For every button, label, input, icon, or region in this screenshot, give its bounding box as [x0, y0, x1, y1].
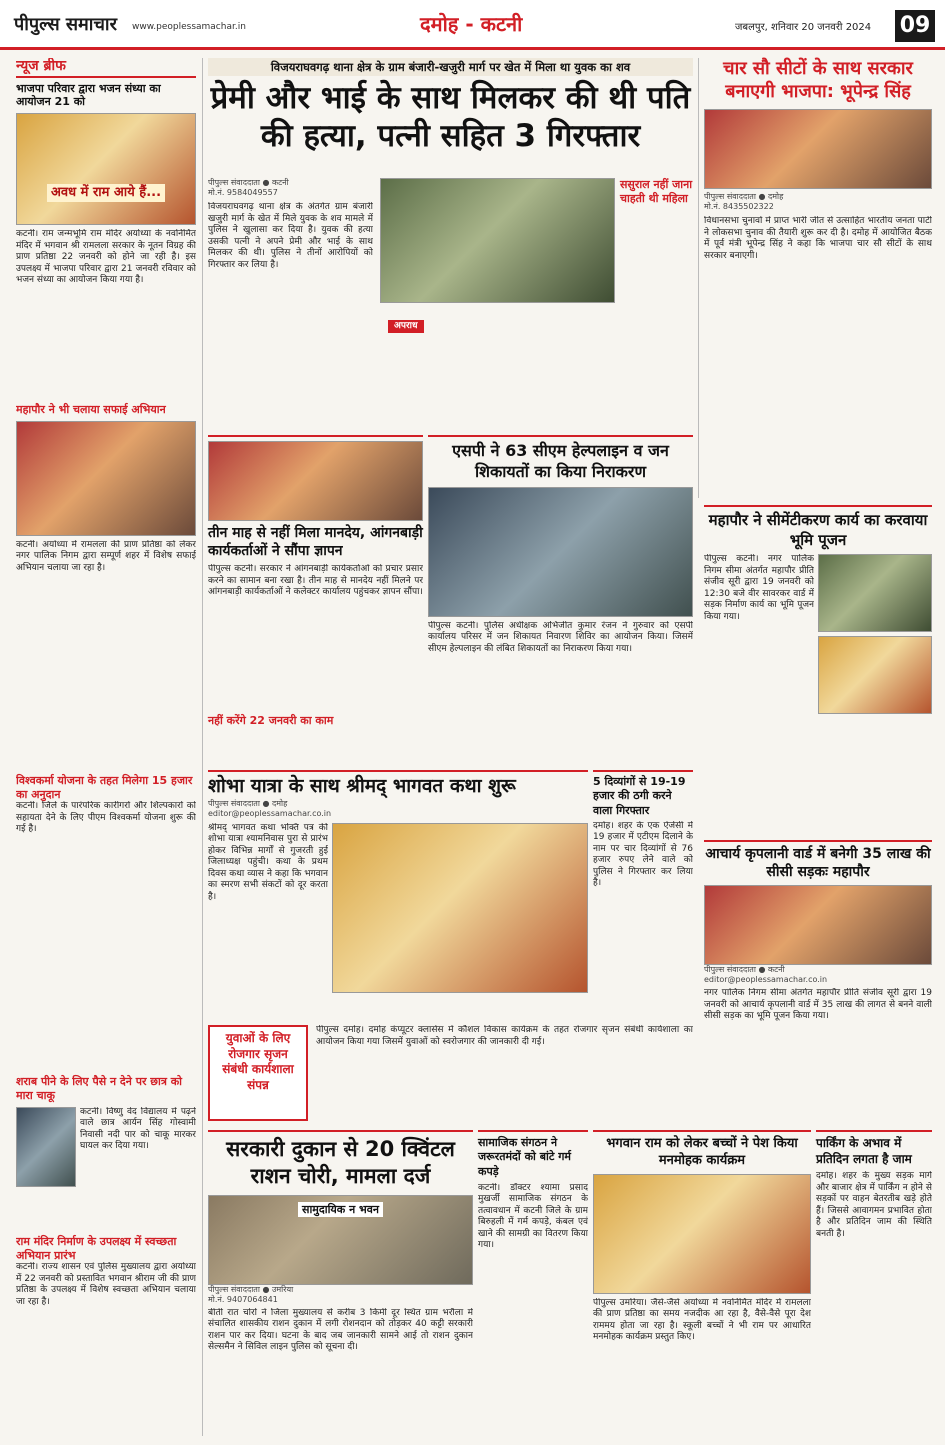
kathavachak-photo [332, 823, 588, 993]
brief-2-body: कटनी। अयोध्या में रामलला की प्राण प्रतिष्ठा को लेकर नगर पालिक निगम द्वारा सम्पूर्ण शहर में विशेष सफाई अभियान चलाया जा रहा है। [16, 539, 196, 573]
bjp-body: विधानसभा चुनावों में प्राप्त भारी जीत से उत्साहित भारतीय जनता पार्टी ने लोकसभा चुनाव की तैयारी शुरू कर दी है। दमोह में आयोजित बैठक में पूर्व मंत्री भूपेन्द्र सिंह ने कहा कि भाजपा चार सौ सीटों के साथ सरकार बनाएगी। [704, 216, 932, 261]
ration-byline: पीपुल्स संवाददाता ● उमरिया [208, 1284, 294, 1294]
lead-kicker: विजयराघवगढ़ थाना क्षेत्र के ग्राम बंजारी-खजुरी मार्ग पर खेत में मिला था युवक का शव [208, 58, 693, 76]
ram-program-body: पीपुल्स उमरिया। जैसे-जैसे अयोध्या में नवनिर्मित मंदिर में रामलला की प्राण प्रतिष्ठा का समय नजदीक आ रहा है, वैसे-वैसे पूरा देश राममय होता जा रहा है। स्कूली बच्चों ने भी राम पर आधारित मनमोहक कार्यक्रम प्रस्तुत किए। [593, 1297, 811, 1343]
ration-shop-photo [208, 1195, 473, 1285]
website-url[interactable]: www.peoplessamachar.in [132, 22, 246, 32]
bjp-mobile: मो.नं. 8435502322 [704, 202, 774, 211]
thagi-story [593, 770, 693, 1020]
lead-body: विजयराघवगढ़ थाना क्षेत्र के अंतर्गत ग्राम बंजारी खजुरी मार्ग के खेत में मिले युवक के शव मामले में पुलिस ने खुलासा कर दिया है। युवक की हत्या उसकी पत्नी ने अपने प्रेमी और भाई के साथ मिलकर की थी। पुलिस ने तीनों आरोपियों को गिरफ्तार कर लिया है। [208, 202, 373, 270]
ram-program-headline: भगवान राम को लेकर बच्चों ने पेश किया मनमोहक कार्यक्रम [606, 1136, 798, 1168]
bjp-meeting-photo [704, 109, 932, 189]
ration-headline: सरकारी दुकान से 20 क्विंटल राशन चोरी, मामला दर्ज [226, 1137, 455, 1189]
ration-story [208, 1130, 473, 1435]
anganwadi-headline: तीन माह से नहीं मिला मानदेय, आंगनबाड़ी कार्यकर्ताओं ने सौंपा ज्ञापन [208, 525, 423, 559]
shop-sign: सामुदायिक न भवन [298, 1202, 383, 1218]
news-brief-label: न्यूज ब्रीफ [16, 58, 196, 78]
parking-headline: पार्किंग के अभाव में प्रतिदिन लगता है जाम [816, 1136, 912, 1166]
lead-byline: पीपुल्स संवाददाता ● कटनी [208, 178, 289, 187]
injured-student-photo [16, 1107, 76, 1187]
crime-tag: अपराध [388, 320, 424, 333]
rozgar-body: पीपुल्स दमोह। दमोह कंप्यूटर क्लासेस में कौशल विकास कार्यक्रम के तहत रोजगार सृजन संबंधी कार्यशाला का आयोजन किया गया जिसमें युवाओं को स्वरोजगार की जानकारी दी गई। [316, 1025, 693, 1047]
brief-1-headline: भाजपा परिवार द्वारा भजन संध्या का आयोजन 21 को [16, 81, 161, 109]
bhoomi-pujan-photo [818, 554, 932, 632]
parking-story [816, 1130, 932, 1435]
ration-body: बीती रात चोरों ने जिला मुख्यालय से करीब 3 किमी दूर स्थित ग्राम भरौला में संचालित शासकीय राशन दुकान में लगी रोशनदान को तोड़कर 40 कट्टी सरकारी राशन पार कर दिया। घटना के बाद जब जानकारी सामने आई तो राशन दुकान सेल्समैन ने सिविल लाइन पुलिस को सूचना दी। [208, 1307, 473, 1353]
acharya-email[interactable]: editor@peoplessamachar.co.in [704, 975, 828, 985]
sp-hearing-photo [428, 487, 693, 617]
lead-mobile: मो.नं. 9584049557 [208, 188, 278, 197]
lead-headline: प्रेमी और भाई के साथ मिलकर की थी पति की हत्या, पत्नी सहित 3 गिरफ्तार [210, 80, 691, 155]
bjp-story [704, 58, 932, 498]
thagi-headline: 5 दिव्यांगों से 19-19 हजार की ठगी करने वाला गिरफ्तार [593, 775, 686, 817]
newspaper-logo: पीपुल्स समाचार [14, 14, 117, 35]
poster-caption: अवध में राम आये हैं... [47, 184, 165, 202]
masthead [0, 0, 945, 50]
brief-5-headline: राम मंदिर निर्माण के उपलक्ष्य में स्वच्छता अभियान प्रारंभ [16, 1234, 177, 1262]
brief-2-headline: महापौर ने भी चलाया सफाई अभियान [16, 403, 166, 416]
brief-3-body: कटनी। जिले के पारंपरिक कारीगरों और शिल्पकारों को सहायता देने के लिए पीएम विश्वकर्मा योजना शुरू की गई है। [16, 801, 196, 835]
rozgar-story [208, 1025, 693, 1125]
lead-story [208, 58, 693, 428]
dateline: जबलपुर, शनिवार 20 जनवरी 2024 [735, 22, 872, 33]
brief-5-body: कटनी। राज्य शासन एवं पुलिस मुख्यालय द्वारा अयोध्या में 22 जनवरी को प्रस्तावित भगवान श्रीराम जी की प्राण प्रतिष्ठा के उपलक्ष्य में विशेष स्वच्छता अभियान चलाया जा रहा है। [16, 1262, 196, 1307]
brief-4-headline: शराब पीने के लिए पैसे न देने पर छात्र को मारा चाकू [16, 1075, 183, 1102]
sp-story [428, 435, 693, 765]
acharya-ward-photo [704, 885, 932, 965]
acharya-headline: आचार्य कृपलानी वार्ड में बनेगी 35 लाख की सीसी सड़कः महापौर [705, 846, 931, 881]
rozgar-box-title: युवाओं के लिए रोजगार सृजन संबंधी कार्यशाला संपन्न [222, 1031, 294, 1092]
bjp-headline: चार सौ सीटों के साथ सरकार बनाएगी भाजपा: भूपेन्द्र सिंह [723, 58, 913, 102]
cleanliness-drive-photo [16, 421, 196, 536]
mahapaur-story [704, 505, 932, 835]
acharya-byline: पीपुल्स संवाददाता ● कटनी [704, 965, 785, 975]
anganwadi-protest-photo [208, 441, 423, 521]
brief-4-body: कटनी। विष्णु वेद विद्यालय में पढ़ने वाले छात्र आर्यन सिंह गोस्वामी निवासी नदी पार को चाकू मारकर घायल कर दिया गया। [80, 1106, 196, 1152]
anganwadi-body: पीपुल्स कटनी। सरकार ने आंगनबाड़ी कार्यकर्ताओं को प्रचार प्रसार करने का सामान बना रखा है। तीन माह से मानदेय नहीं मिलने पर आंगनबाड़ी कार्यकर्ताओं ने कलेक्टर कार्यालय पहुंचकर ज्ञापन सौंपा। [208, 564, 423, 598]
shobha-email[interactable]: editor@peoplessamachar.co.in [208, 808, 332, 818]
sp-headline: एसपी ने 63 सीएम हेल्पलाइन व जन शिकायतों का किया निराकरण [452, 441, 669, 481]
sp-body: पीपुल्स कटनी। पुलिस अधीक्षक अभिजीत कुमार रंजन ने गुरुवार को एसपी कार्यालय परिसर में जन शिकायत निवारण शिविर का आयोजन किया। जिसमें सीएम हेल्पलाइन की लंबित शिकायतों का निराकरण किया गया। [428, 620, 693, 654]
ram-poster-image [16, 113, 196, 225]
lead-subhead: ससुराल नहीं जाना चाहती थी महिला [620, 178, 693, 205]
anganwadi-story [208, 435, 423, 765]
ration-mobile: मो.नं. 9407064841 [208, 1294, 278, 1304]
samajik-body: कटनी। डॉक्टर श्यामा प्रसाद मुखर्जी सामाजिक संगठन के तत्वावधान में कटनी जिले के ग्राम बिरुहली में गर्म कपड़े, कंबल एवं खाने की सामग्री का वितरण किया गया। [478, 1182, 588, 1251]
ram-program-story [593, 1130, 811, 1435]
parking-body: दमोह। शहर के मुख्य सड़क मार्ग और बाजार क्षेत्र में पार्किंग न होने से सड़कों पर वाहन बेतरतीब खड़े होते हैं। जिससे आवागमन प्रभावित होता है और प्रतिदिन जाम की स्थिति बनती है। [816, 1171, 932, 1239]
samajik-story [478, 1130, 588, 1435]
mahapaur-body: पीपुल्स कटनी। नगर पालिक निगम सीमा अंतर्गत महापौर प्रीति संजीव सूरी द्वारा 19 जनवरी को 12:30 बजे वीर सावरकर वार्ड में सड़क निर्माण कार्य का भूमि पूजन किया गया। [704, 554, 814, 622]
bjp-byline: पीपुल्स संवाददाता ● दमोह [704, 192, 784, 201]
shobha-byline: पीपुल्स संवाददाता ● दमोह [208, 798, 288, 808]
crime-scene-photo [380, 178, 615, 303]
mahapaur-headline: महापौर ने सीमेंटीकरण कार्य का करवाया भूमि पूजन [708, 511, 928, 549]
anganwadi-subhead: नहीं करेंगे 22 जनवरी का काम [208, 714, 334, 727]
acharya-body: नगर पालिक निगम सीमा अंतर्गत महापौर प्रीति संजीव सूरी द्वारा 19 जनवरी को आचार्य कृपलानी वार्ड में 35 लाख की लागत से बनने वाली सीसी सड़क का भूमि पूजन किया गया। [704, 988, 932, 1022]
shobha-headline: शोभा यात्रा के साथ श्रीमद् भागवत कथा शुरू [208, 775, 516, 797]
shobha-story [208, 770, 588, 1020]
page-number: 09 [895, 10, 935, 42]
samajik-headline: सामाजिक संगठन ने जरूरतमंदों को बांटे गर्म कपड़े [478, 1136, 571, 1178]
mayor-photo [818, 636, 932, 714]
thagi-body: दमोह। शहर के एक ऐजेंसी में 19 हजार में एटीएम दिलाने के नाम पर चार दिव्यांगों से 76 हजार रुपए लेने वाले को पुलिस ने गिरफ्तार कर लिया है। [593, 820, 693, 889]
acharya-story [704, 840, 932, 1120]
brief-3-headline: विश्वकर्मा योजना के तहत मिलेगा 15 हजार का अनुदान [16, 773, 193, 801]
shobha-body: श्रीमद् भागवत कथा भक्ति पत्र की शोभा यात्रा श्यामनिवास पुरा से प्रारंभ होकर विभिन्न मार्गों से गुजरती हुई जिलाध्यक्ष पहुंची। कथा के प्रथम दिवस कथा व्यास ने कहा कि भगवान का स्मरण सभी संकटों को दूर करता है। [208, 822, 328, 902]
section-title: दमोह - कटनी [420, 12, 523, 36]
children-performance-photo [593, 1174, 811, 1294]
news-brief-column [16, 58, 196, 1436]
brief-1-body: कटनी। राम जन्मभूमि राम मंदिर अयोध्या के नवनिर्मित मंदिर में भगवान श्री रामलला सरकार के नूतन विग्रह की प्राण प्रतिष्ठा 22 जनवरी को होने जा रही है। इस उपलक्ष्य में भाजपा परिवार द्वारा 21 जनवरी रविवार को भजन संध्या का आयोजन किया गया है। [16, 229, 196, 286]
